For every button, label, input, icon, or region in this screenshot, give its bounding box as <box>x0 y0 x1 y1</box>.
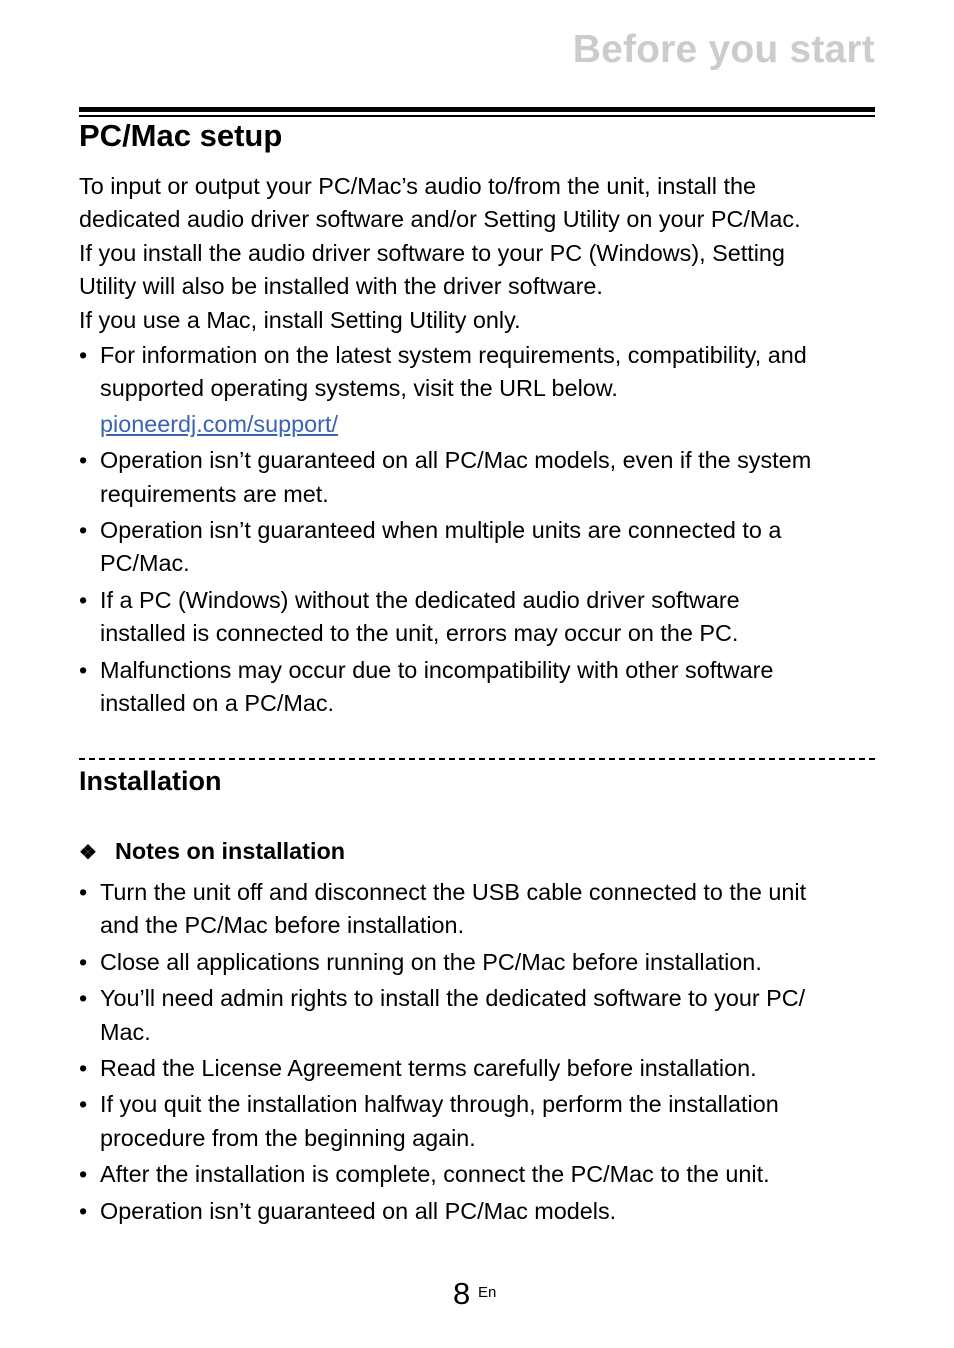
list-item <box>79 876 875 943</box>
bullet-dot: • <box>79 879 88 905</box>
page-number: 8 <box>453 1276 471 1311</box>
bullet-line: You’ll need admin rights to install the dedicated software to your PC/ <box>100 985 806 1012</box>
bullet-line: Malfunctions may occur due to incompatibility with other software <box>100 656 774 683</box>
bullet-line: and the PC/Mac before installation. <box>100 912 465 939</box>
bullet-line: After the installation is complete, connect the PC/Mac to the unit. <box>100 1161 770 1188</box>
bullet-dot: • <box>79 1091 88 1118</box>
bullet-line: requirements are met. <box>100 480 329 507</box>
bullet-dot: • <box>79 1197 88 1224</box>
bullet-line: PC/Mac. <box>100 550 190 577</box>
list-item <box>79 444 875 511</box>
intro-line: If you use a Mac, install Setting Utility only. <box>79 306 521 333</box>
bullet-line: installed on a PC/Mac. <box>100 690 335 717</box>
intro-line: Utility will also be installed with the driver software. <box>79 273 603 300</box>
intro-paragraph <box>79 170 801 337</box>
bullet-line: Close all applications running on the PC/Mac before installation. <box>100 948 762 975</box>
bullet-line: For information on the latest system requirements, compatibility, and <box>100 342 807 368</box>
bullet-line: If you quit the installation halfway through, perform the installation <box>100 1091 779 1118</box>
list-item <box>79 339 875 441</box>
subsection-title: Installation <box>79 766 222 796</box>
header-rule-thin <box>79 115 875 117</box>
notes-heading-label: Notes on installation <box>115 838 346 864</box>
bullet-dot: • <box>79 342 88 368</box>
list-item <box>79 946 875 979</box>
chapter-title: Before you start <box>572 28 875 71</box>
bullet-line: Operation isn’t guaranteed on all PC/Mac models. <box>100 1197 617 1224</box>
list-item <box>79 1052 875 1085</box>
bullet-dot: • <box>79 656 88 683</box>
bullet-line: Operation isn’t guaranteed on all PC/Mac models, even if the system <box>100 447 812 474</box>
intro-line: dedicated audio driver software and/or Setting Utility on your PC/Mac. <box>79 206 801 233</box>
list-item <box>79 1088 875 1155</box>
support-url-link[interactable]: pioneerdj.com/support/ <box>100 410 338 437</box>
section-divider <box>79 758 875 760</box>
setup-bullet-list <box>79 339 875 723</box>
bullet-dot: • <box>79 447 88 474</box>
section-title: PC/Mac setup <box>79 118 283 153</box>
bullet-dot: • <box>79 985 88 1012</box>
bullet-line: Read the License Agreement terms carefully before installation. <box>100 1055 757 1082</box>
intro-line: To input or output your PC/Mac’s audio to/from the unit, install the <box>79 173 756 199</box>
bullet-dot: • <box>79 1055 88 1082</box>
bullet-dot: • <box>79 517 88 544</box>
header-rule-thick <box>79 107 875 112</box>
bullet-line: installed is connected to the unit, errors may occur on the PC. <box>100 620 739 647</box>
list-item <box>79 514 875 581</box>
list-item <box>79 982 875 1049</box>
list-item <box>79 1158 875 1191</box>
bullet-line: procedure from the beginning again. <box>100 1124 476 1151</box>
installation-bullet-list <box>79 876 875 1231</box>
bullet-dot: • <box>79 948 88 975</box>
list-item <box>79 654 875 721</box>
bullet-line: Operation isn’t guaranteed when multiple units are connected to a <box>100 517 782 544</box>
bullet-line: If a PC (Windows) without the dedicated audio driver software <box>100 586 740 613</box>
bullet-line: Mac. <box>100 1018 151 1045</box>
intro-line: If you install the audio driver software to your PC (Windows), Setting <box>79 239 785 266</box>
list-item <box>79 584 875 651</box>
bullet-line: Turn the unit off and disconnect the USB cable connected to the unit <box>100 879 807 905</box>
bullet-dot: • <box>79 1161 88 1188</box>
list-item <box>79 1195 875 1228</box>
bullet-line: supported operating systems, visit the URL below. <box>100 375 618 402</box>
notes-heading <box>79 838 345 865</box>
bullet-dot: • <box>79 586 88 613</box>
diamond-icon: ❖ <box>79 842 97 864</box>
page-language: En <box>478 1284 497 1301</box>
